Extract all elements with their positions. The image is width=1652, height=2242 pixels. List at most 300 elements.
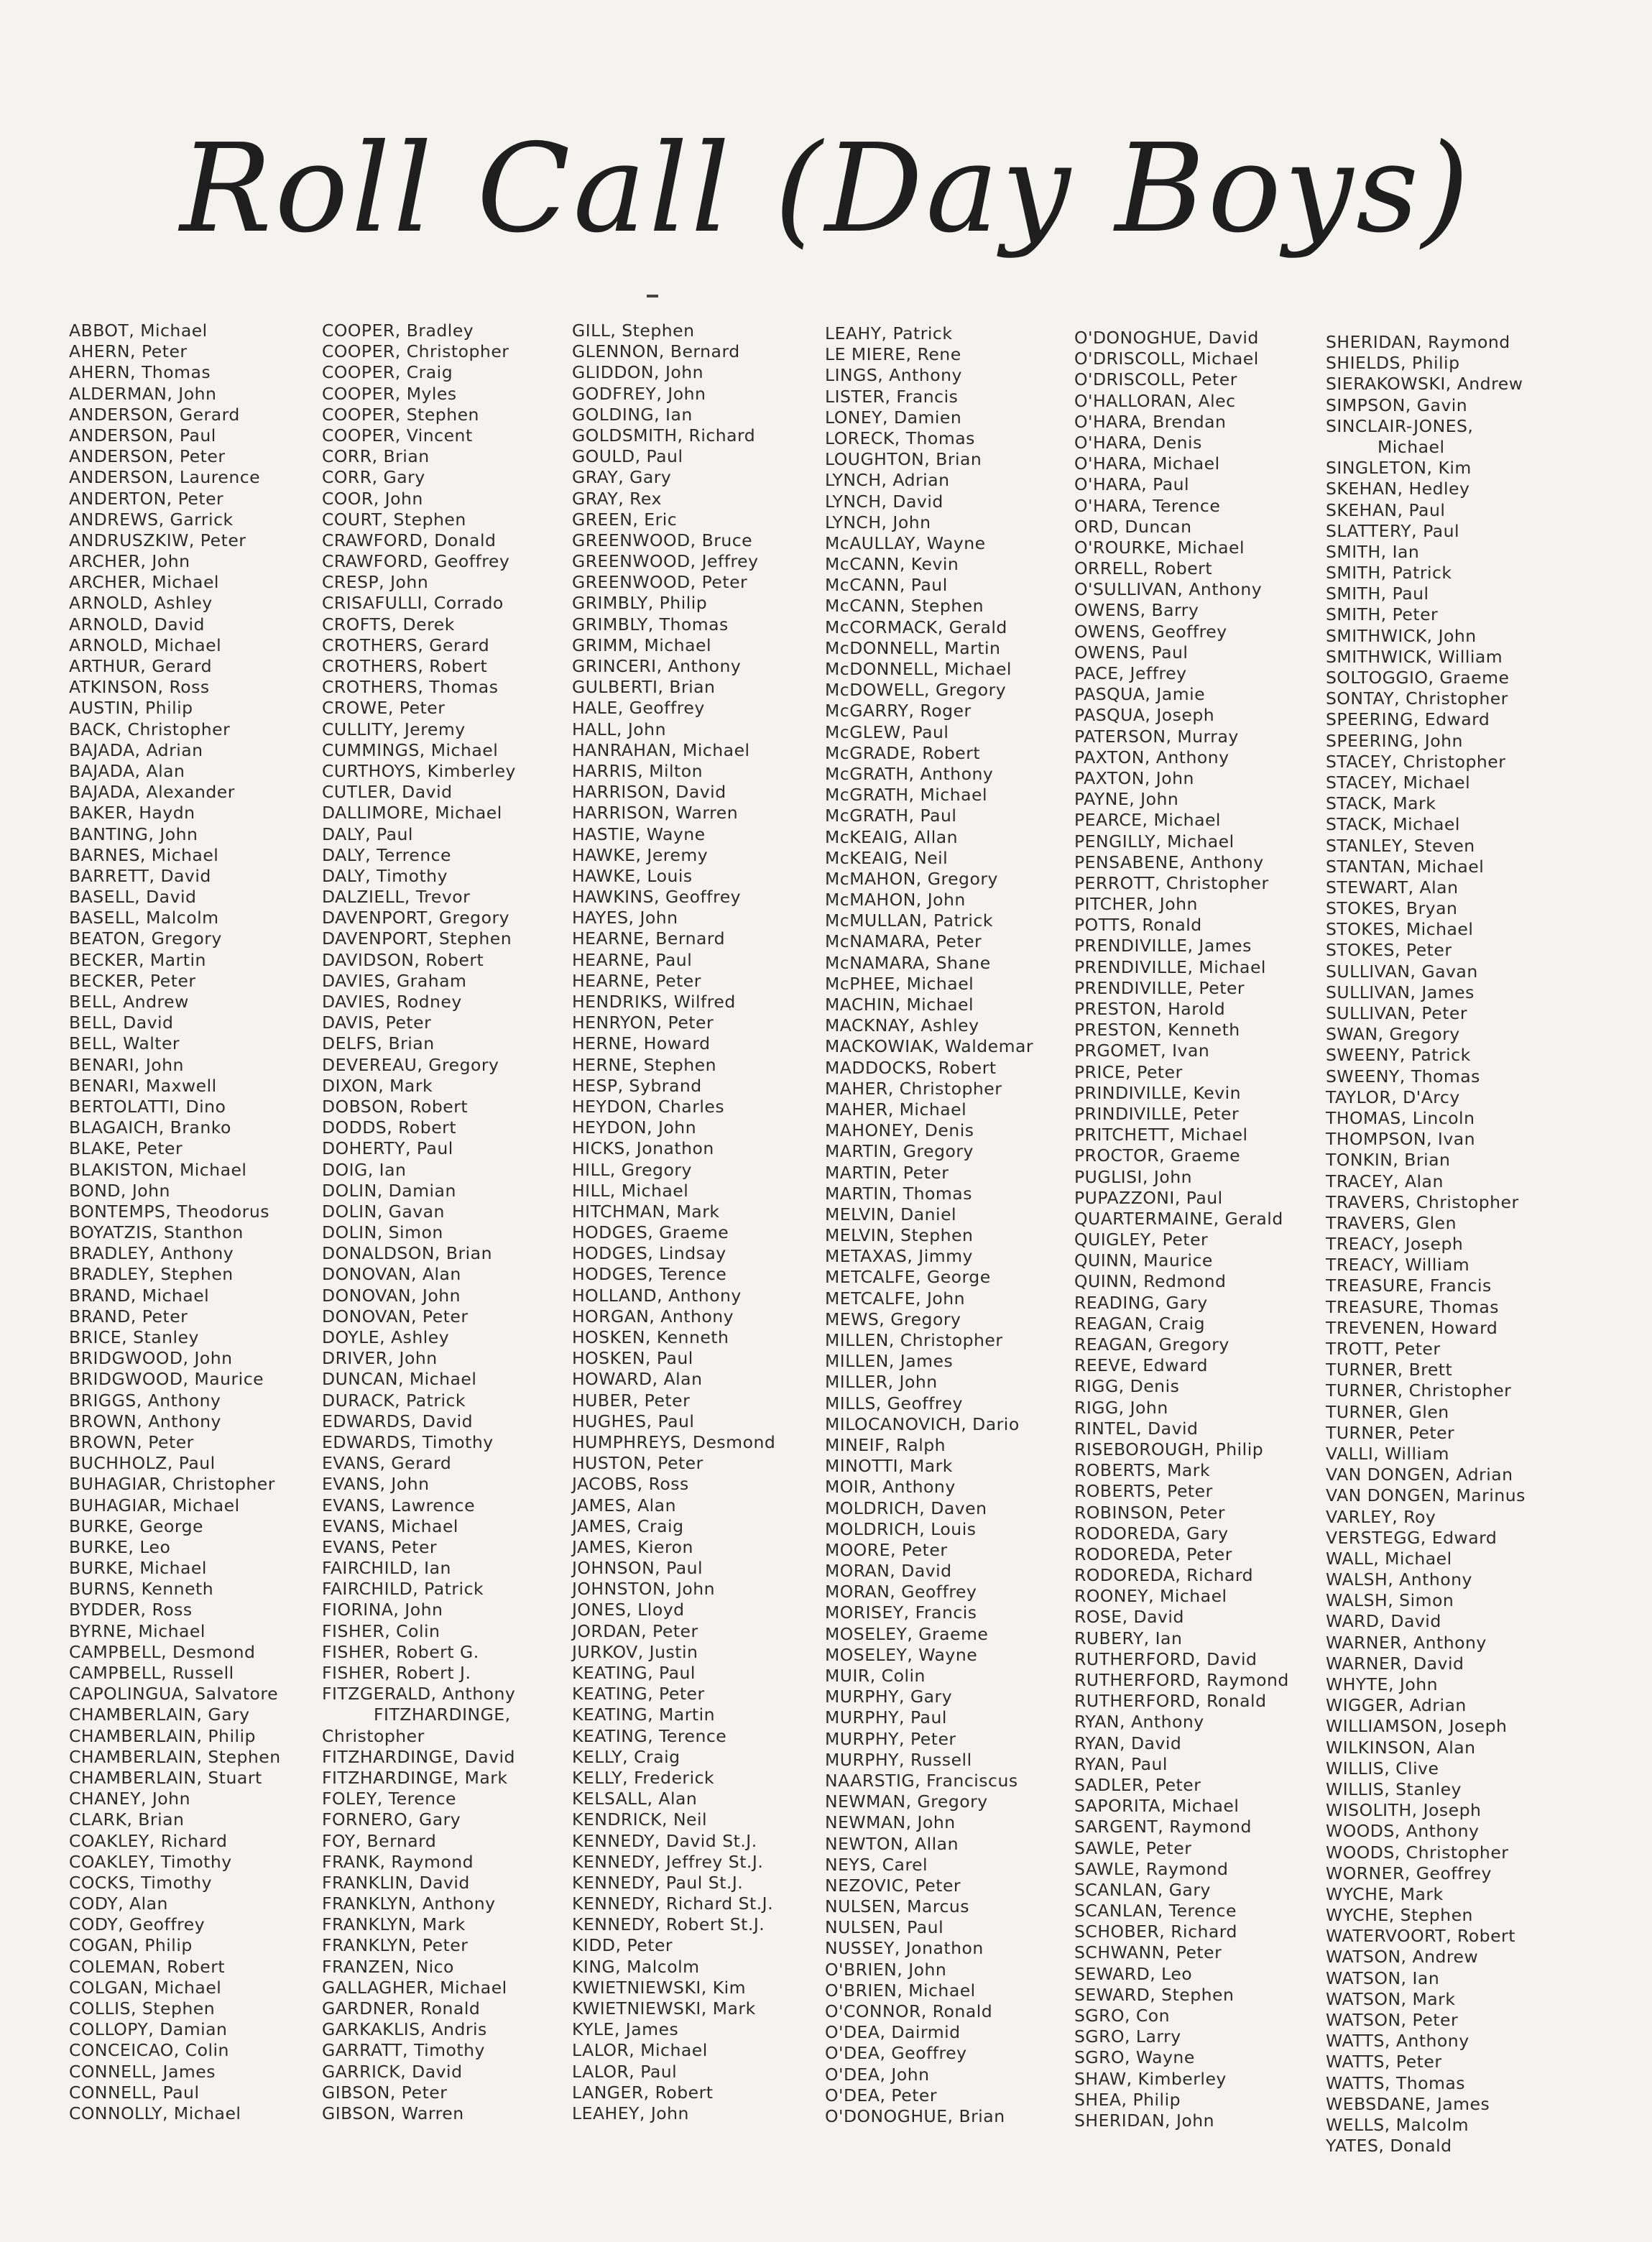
roll-call-name: McNAMARA, Shane	[825, 952, 991, 973]
roll-call-name: STANTAN, Michael	[1326, 856, 1485, 877]
roll-call-name: WOODS, Christopher	[1326, 1842, 1509, 1863]
roll-call-name: SLATTERY, Paul	[1326, 520, 1460, 541]
roll-call-name: COOPER, Vincent	[322, 425, 473, 446]
roll-call-name: COOPER, Bradley	[322, 320, 474, 341]
roll-call-name: KWIETNIEWSKI, Mark	[572, 1998, 756, 2019]
roll-call-name: ATKINSON, Ross	[69, 677, 210, 698]
roll-call-name: FRANKLYN, Anthony	[322, 1893, 496, 1914]
roll-call-name: PUPAZZONI, Paul	[1074, 1187, 1223, 1208]
roll-call-name: WALSH, Anthony	[1326, 1569, 1472, 1590]
roll-call-name: MUIR, Colin	[825, 1666, 926, 1686]
roll-call-name: NEWMAN, Gregory	[825, 1791, 988, 1812]
roll-call-name: KEATING, Paul	[572, 1663, 696, 1683]
roll-call-name: WARD, David	[1326, 1611, 1441, 1632]
roll-call-name: COCKS, Timothy	[69, 1872, 213, 1893]
roll-call-name: BASELL, Malcolm	[69, 908, 219, 928]
roll-call-name: McCANN, Paul	[825, 575, 948, 596]
roll-call-name: ANDERSON, Laurence	[69, 467, 261, 488]
roll-call-name: ANDERTON, Peter	[69, 488, 224, 509]
roll-call-name: BYRNE, Michael	[69, 1620, 206, 1641]
roll-call-name: SINGLETON, Kim	[1326, 458, 1472, 479]
roll-call-name: ARCHER, John	[69, 551, 190, 572]
roll-call-name: KENNEDY, Jeffrey St.J.	[572, 1851, 764, 1872]
roll-call-name: DAVENPORT, Stephen	[322, 928, 512, 949]
roll-call-name: MURPHY, Gary	[825, 1687, 953, 1707]
roll-call-name: GARRICK, David	[322, 2061, 463, 2082]
roll-call-name: COOPER, Stephen	[322, 404, 479, 425]
roll-call-name: ORRELL, Robert	[1074, 558, 1213, 579]
roll-call-name: PEARCE, Michael	[1074, 810, 1221, 831]
roll-call-name: STANLEY, Steven	[1326, 835, 1475, 856]
roll-call-name: DEVEREAU, Gregory	[322, 1054, 499, 1075]
roll-call-name: SGRO, Wayne	[1074, 2047, 1195, 2068]
roll-call-name: CAMPBELL, Desmond	[69, 1641, 256, 1662]
roll-call-name: WALL, Michael	[1326, 1548, 1452, 1569]
roll-call-name: DALY, Paul	[322, 824, 413, 844]
roll-call-name: HODGES, Terence	[572, 1264, 727, 1285]
roll-call-name: MAHONEY, Denis	[825, 1120, 974, 1141]
roll-call-name: LANGER, Robert	[572, 2082, 714, 2103]
roll-call-name: PRENDIVILLE, Peter	[1074, 977, 1245, 998]
roll-call-name: HESP, Sybrand	[572, 1075, 702, 1096]
roll-call-name: MACHIN, Michael	[825, 995, 974, 1015]
roll-call-name: WOODS, Anthony	[1326, 1821, 1480, 1842]
roll-call-name: HUGHES, Paul	[572, 1411, 695, 1431]
roll-call-name: COLGAN, Michael	[69, 1977, 222, 1998]
roll-call-name: HENDRIKS, Wilfred	[572, 992, 736, 1012]
roll-call-name: DAVENPORT, Gregory	[322, 908, 510, 928]
roll-call-name: BROWN, Peter	[69, 1431, 194, 1452]
roll-call-name: NEZOVIC, Peter	[825, 1875, 961, 1896]
roll-call-name: RUTHERFORD, David	[1074, 1648, 1258, 1669]
roll-call-name: DALY, Timothy	[322, 865, 448, 886]
roll-call-name: PASQUA, Jamie	[1074, 684, 1206, 705]
roll-call-name: McGLEW, Paul	[825, 721, 949, 742]
roll-call-name: HOSKEN, Kenneth	[572, 1327, 729, 1347]
roll-call-name: ARNOLD, David	[69, 614, 205, 635]
roll-call-name: RODOREDA, Peter	[1074, 1544, 1232, 1564]
roll-call-name: HORGAN, Anthony	[572, 1306, 734, 1327]
roll-call-name: EVANS, John	[322, 1474, 430, 1495]
roll-call-name: METAXAS, Jimmy	[825, 1246, 973, 1267]
roll-call-name: PRGOMET, Ivan	[1074, 1041, 1210, 1061]
roll-call-name: SWEENY, Thomas	[1326, 1066, 1480, 1087]
roll-call-name: BAJADA, Adrian	[69, 739, 203, 760]
roll-call-name: SCHWANN, Peter	[1074, 1942, 1222, 1963]
roll-call-name: ROSE, David	[1074, 1607, 1184, 1628]
roll-call-name: JORDAN, Peter	[572, 1620, 698, 1641]
roll-call-name: SONTAY, Christopher	[1326, 688, 1508, 709]
roll-call-name: KEATING, Martin	[572, 1704, 715, 1725]
roll-call-name: FAIRCHILD, Ian	[322, 1558, 451, 1579]
roll-call-name: WIGGER, Adrian	[1326, 1695, 1467, 1716]
roll-call-name: SKEHAN, Paul	[1326, 499, 1446, 520]
roll-call-name: GLENNON, Bernard	[572, 341, 740, 362]
roll-call-name: GREENWOOD, Jeffrey	[572, 551, 759, 572]
name-column-3	[572, 320, 775, 2124]
decorative-dash	[647, 295, 658, 297]
roll-call-name: BURKE, George	[69, 1516, 204, 1536]
roll-call-name: GRIMBLY, Thomas	[572, 614, 729, 635]
roll-call-name: CROTHERS, Thomas	[322, 677, 499, 698]
roll-call-name: JOHNSON, Paul	[572, 1558, 703, 1579]
roll-call-name: KELSALL, Alan	[572, 1789, 698, 1809]
roll-call-name: SULLIVAN, Peter	[1326, 1003, 1468, 1023]
roll-call-name: NEYS, Carel	[825, 1854, 928, 1875]
roll-call-name: QUINN, Maurice	[1074, 1250, 1213, 1271]
roll-call-name: McKEAIG, Neil	[825, 847, 949, 868]
roll-call-name: EVANS, Gerard	[322, 1453, 452, 1474]
roll-call-name: HASTIE, Wayne	[572, 824, 706, 844]
roll-call-name: FISHER, Robert G.	[322, 1641, 479, 1662]
roll-call-name: JAMES, Craig	[572, 1516, 684, 1536]
roll-call-name: ROBERTS, Peter	[1074, 1481, 1213, 1502]
roll-call-name: CULLITY, Jeremy	[322, 719, 466, 739]
roll-call-name: COLEMAN, Robert	[69, 1956, 226, 1977]
roll-call-name: BROWN, Anthony	[69, 1411, 221, 1431]
roll-call-name: O'DEA, John	[825, 2064, 930, 2085]
roll-call-name: WATSON, Ian	[1326, 1967, 1440, 1988]
roll-call-name: TREACY, Joseph	[1326, 1234, 1464, 1255]
roll-call-name: STACK, Mark	[1326, 793, 1436, 814]
roll-call-name: CUTLER, David	[322, 782, 453, 803]
roll-call-name: O'HARA, Terence	[1074, 495, 1221, 516]
roll-call-name: PATERSON, Murray	[1074, 726, 1239, 747]
name-column-2	[322, 320, 516, 2124]
roll-call-name: SEWARD, Stephen	[1074, 1984, 1235, 2005]
roll-call-name: REEVE, Edward	[1074, 1355, 1208, 1376]
roll-call-name: BRIDGWOOD, Maurice	[69, 1369, 264, 1390]
roll-call-name: SMITH, Peter	[1326, 604, 1439, 625]
roll-call-name: BENARI, John	[69, 1054, 184, 1075]
roll-call-name: KIDD, Peter	[572, 1935, 673, 1956]
roll-call-name: PAXTON, Anthony	[1074, 747, 1229, 767]
roll-call-name: MOIR, Anthony	[825, 1477, 956, 1498]
roll-call-name: BANTING, John	[69, 824, 198, 844]
roll-call-name: CRAWFORD, Geoffrey	[322, 551, 510, 572]
roll-call-name: BUHAGIAR, Michael	[69, 1495, 240, 1516]
roll-call-name: LISTER, Francis	[825, 386, 959, 407]
roll-call-name: GODFREY, John	[572, 383, 706, 404]
roll-call-name: BURNS, Kenneth	[69, 1579, 214, 1600]
roll-call-name: ARCHER, Michael	[69, 572, 219, 593]
name-column-5	[1074, 328, 1289, 2131]
roll-call-name: EVANS, Michael	[322, 1516, 458, 1536]
roll-call-name: NEWTON, Allan	[825, 1833, 959, 1854]
roll-call-name: BONTEMPS, Theodorus	[69, 1201, 269, 1222]
roll-call-name: PASQUA, Joseph	[1074, 705, 1215, 726]
roll-call-name: McPHEE, Michael	[825, 973, 974, 994]
roll-call-name: RYAN, Anthony	[1074, 1712, 1204, 1733]
roll-call-name: WALSH, Simon	[1326, 1590, 1454, 1611]
roll-call-name: HEYDON, John	[572, 1117, 697, 1138]
roll-call-name: PENSABENE, Anthony	[1074, 852, 1264, 872]
roll-call-name: HEYDON, Charles	[572, 1096, 725, 1117]
roll-call-name: NEWMAN, John	[825, 1812, 956, 1833]
roll-call-name: O'CONNOR, Ronald	[825, 2001, 993, 2021]
roll-call-name: McKEAIG, Allan	[825, 826, 959, 847]
roll-call-name: HUMPHREYS, Desmond	[572, 1431, 776, 1452]
roll-call-name: FRANKLYN, Peter	[322, 1935, 469, 1956]
roll-call-name: YATES, Donald	[1326, 2136, 1452, 2156]
roll-call-name: RODOREDA, Richard	[1074, 1565, 1254, 1586]
roll-call-name: ARNOLD, Ashley	[69, 593, 213, 614]
roll-call-name: McDONNELL, Martin	[825, 637, 1001, 658]
roll-call-name: Michael	[1378, 436, 1445, 457]
roll-call-name: ROBINSON, Peter	[1074, 1502, 1226, 1523]
roll-call-name: HAYES, John	[572, 908, 678, 928]
roll-call-name: BLAGAICH, Branko	[69, 1117, 231, 1138]
roll-call-name: SHERIDAN, John	[1074, 2110, 1215, 2131]
roll-call-name: BAJADA, Alan	[69, 760, 185, 781]
roll-call-name: FAIRCHILD, Patrick	[322, 1579, 484, 1600]
roll-call-name: OWENS, Geoffrey	[1074, 621, 1227, 642]
roll-call-name: BENARI, Maxwell	[69, 1075, 217, 1096]
roll-call-name: MARTIN, Gregory	[825, 1141, 974, 1162]
roll-call-name: SHEA, Philip	[1074, 2089, 1181, 2110]
roll-call-name: ANDERSON, Gerard	[69, 404, 240, 425]
roll-call-name: AUSTIN, Philip	[69, 698, 193, 719]
roll-call-name: MORAN, David	[825, 1561, 952, 1582]
roll-call-name: PUGLISI, John	[1074, 1166, 1192, 1187]
roll-call-name: WYCHE, Mark	[1326, 1883, 1444, 1904]
roll-call-name: VAN DONGEN, Marinus	[1326, 1485, 1526, 1506]
roll-call-name: WILKINSON, Alan	[1326, 1737, 1476, 1758]
roll-call-name: FISHER, Colin	[322, 1620, 440, 1641]
roll-call-name: MARTIN, Thomas	[825, 1183, 972, 1204]
roll-call-name: STOKES, Michael	[1326, 919, 1474, 940]
roll-call-name: READING, Gary	[1074, 1292, 1208, 1313]
roll-call-name: CHAMBERLAIN, Philip	[69, 1725, 256, 1746]
roll-call-name: WARNER, David	[1326, 1653, 1464, 1674]
roll-call-name: GREENWOOD, Peter	[572, 572, 748, 593]
roll-call-name: FITZGERALD, Anthony	[322, 1684, 516, 1704]
roll-call-name: McGRATH, Paul	[825, 806, 957, 826]
roll-call-name: KENNEDY, Richard St.J.	[572, 1893, 774, 1914]
roll-call-name: CONNOLLY, Michael	[69, 2103, 241, 2123]
roll-call-name: HODGES, Graeme	[572, 1222, 729, 1243]
roll-call-name: MURPHY, Peter	[825, 1728, 956, 1749]
roll-call-name: MINEIF, Ralph	[825, 1434, 946, 1455]
roll-call-name: FOLEY, Terence	[322, 1789, 456, 1809]
roll-call-name: MOSELEY, Graeme	[825, 1623, 989, 1644]
roll-call-name: BLAKE, Peter	[69, 1138, 183, 1159]
roll-call-name: HOWARD, Alan	[572, 1369, 703, 1390]
roll-call-name: GRIMM, Michael	[572, 635, 711, 655]
roll-call-name: LINGS, Anthony	[825, 365, 962, 386]
roll-call-name: HERNE, Stephen	[572, 1054, 716, 1075]
roll-call-name: SMITH, Patrick	[1326, 563, 1452, 583]
roll-call-name: FRANK, Raymond	[322, 1851, 474, 1872]
roll-call-name: GOLDING, Ian	[572, 404, 693, 425]
roll-call-name: MURPHY, Russell	[825, 1749, 972, 1770]
roll-call-name: ARTHUR, Gerard	[69, 656, 213, 676]
roll-call-name: BRICE, Stanley	[69, 1327, 199, 1347]
roll-call-name: CODY, Geoffrey	[69, 1914, 206, 1935]
roll-call-name: DELFS, Brian	[322, 1033, 435, 1054]
roll-call-name: CROTHERS, Robert	[322, 656, 488, 676]
roll-call-name: PROCTOR, Graeme	[1074, 1145, 1241, 1166]
roll-call-name: SMITH, Paul	[1326, 583, 1429, 604]
roll-call-name: CRISAFULLI, Corrado	[322, 593, 504, 614]
roll-call-name: DAVIS, Peter	[322, 1012, 432, 1033]
roll-call-name: O'DRISCOLL, Michael	[1074, 349, 1259, 369]
roll-call-name: SULLIVAN, James	[1326, 982, 1475, 1002]
roll-call-name: SWEENY, Patrick	[1326, 1045, 1471, 1066]
roll-call-name: SCHOBER, Richard	[1074, 1922, 1237, 1942]
roll-call-name: McAULLAY, Wayne	[825, 532, 986, 553]
roll-call-name: FRANZEN, Nico	[322, 1956, 454, 1977]
roll-call-name: McGARRY, Roger	[825, 701, 972, 721]
roll-call-name: MACKNAY, Ashley	[825, 1015, 979, 1036]
roll-call-name: BELL, Andrew	[69, 992, 189, 1012]
roll-call-name: CROWE, Peter	[322, 698, 446, 719]
roll-call-name: SCANLAN, Terence	[1074, 1901, 1237, 1922]
roll-call-name: THOMPSON, Ivan	[1326, 1129, 1476, 1150]
roll-call-name: TREASURE, Thomas	[1326, 1296, 1500, 1317]
roll-call-name: SULLIVAN, Gavan	[1326, 961, 1478, 982]
roll-call-name: O'ROURKE, Michael	[1074, 537, 1245, 558]
roll-call-name: BRAND, Michael	[69, 1285, 210, 1306]
roll-call-name: COOPER, Christopher	[322, 341, 509, 362]
roll-call-name: POTTS, Ronald	[1074, 915, 1202, 936]
roll-call-name: HITCHMAN, Mark	[572, 1201, 720, 1222]
roll-call-name: CONNELL, James	[69, 2061, 216, 2082]
roll-call-name: HANRAHAN, Michael	[572, 739, 750, 760]
roll-call-name: GIBSON, Warren	[322, 2103, 464, 2123]
roll-call-name: DALY, Terrence	[322, 844, 451, 865]
roll-call-name: HALE, Geoffrey	[572, 698, 705, 719]
roll-call-name: PRITCHETT, Michael	[1074, 1125, 1248, 1145]
roll-call-name: KENDRICK, Neil	[572, 1809, 708, 1830]
roll-call-name: ROBERTS, Mark	[1074, 1460, 1211, 1481]
roll-call-name: RYAN, Paul	[1074, 1753, 1168, 1774]
roll-call-name: SIMPSON, Gavin	[1326, 395, 1468, 415]
roll-call-name: GREENWOOD, Bruce	[572, 530, 753, 550]
roll-call-name: HARRISON, Warren	[572, 803, 739, 824]
roll-call-name: WYCHE, Stephen	[1326, 1905, 1473, 1926]
roll-call-name: JURKOV, Justin	[572, 1641, 698, 1662]
roll-call-name: NUSSEY, Jonathon	[825, 1938, 984, 1959]
roll-call-name: TURNER, Brett	[1326, 1360, 1453, 1380]
roll-call-name: HILL, Gregory	[572, 1159, 692, 1180]
roll-call-name: HEARNE, Paul	[572, 949, 693, 970]
roll-call-name: PRESTON, Kenneth	[1074, 1020, 1240, 1041]
roll-call-name: CUMMINGS, Michael	[322, 739, 499, 760]
roll-call-name: MILLS, Geoffrey	[825, 1393, 963, 1413]
roll-call-name: GARDNER, Ronald	[322, 1998, 481, 2019]
roll-call-name: GREEN, Eric	[572, 509, 678, 530]
roll-call-name: FORNERO, Gary	[322, 1809, 461, 1830]
name-column-6	[1326, 332, 1526, 2156]
roll-call-name: FISHER, Robert J.	[322, 1663, 471, 1683]
roll-call-name: RINTEL, David	[1074, 1418, 1199, 1439]
roll-call-name: DALLIMORE, Michael	[322, 803, 502, 824]
roll-call-name: MAHER, Michael	[825, 1099, 967, 1120]
roll-call-name: HARRIS, Milton	[572, 760, 703, 781]
roll-call-name: DODDS, Robert	[322, 1117, 457, 1138]
roll-call-name: PRENDIVILLE, Michael	[1074, 956, 1266, 977]
roll-call-name: O'BRIEN, John	[825, 1959, 947, 1980]
roll-call-name: McCANN, Stephen	[825, 596, 984, 617]
roll-call-name: SOLTOGGIO, Graeme	[1326, 668, 1510, 688]
roll-call-name: COLLOPY, Damian	[69, 2019, 228, 2040]
roll-call-name: O'HARA, Michael	[1074, 453, 1220, 474]
roll-call-name: FIORINA, John	[322, 1600, 443, 1620]
roll-call-name: HOSKEN, Paul	[572, 1348, 693, 1369]
roll-call-name: KWIETNIEWSKI, Kim	[572, 1977, 747, 1998]
roll-call-name: SWAN, Gregory	[1326, 1024, 1460, 1045]
roll-call-name: LALOR, Paul	[572, 2061, 678, 2082]
roll-call-name: LORECK, Thomas	[825, 428, 975, 448]
roll-call-name: RISEBOROUGH, Philip	[1074, 1439, 1264, 1459]
roll-call-name: SMITHWICK, William	[1326, 646, 1503, 667]
roll-call-name: LEAHEY, John	[572, 2103, 689, 2123]
roll-call-name: COOPER, Myles	[322, 383, 457, 404]
roll-call-name: ROONEY, Michael	[1074, 1586, 1227, 1607]
roll-call-name: DONOVAN, John	[322, 1285, 461, 1306]
roll-call-name: AHERN, Thomas	[69, 362, 211, 383]
roll-call-name: TRACEY, Alan	[1326, 1171, 1444, 1191]
roll-call-name: SKEHAN, Hedley	[1326, 479, 1470, 499]
roll-call-name: SPEERING, Edward	[1326, 709, 1490, 730]
roll-call-name: SMITH, Ian	[1326, 541, 1420, 562]
roll-call-name: BOND, John	[69, 1180, 170, 1201]
roll-call-name: CHAMBERLAIN, Stuart	[69, 1767, 262, 1788]
roll-call-name: STEWART, Alan	[1326, 877, 1459, 898]
roll-call-name: O'DEA, Dairmid	[825, 2022, 961, 2043]
roll-call-name: KELLY, Frederick	[572, 1767, 715, 1788]
roll-call-name: TREASURE, Francis	[1326, 1275, 1492, 1296]
roll-call-name: O'BRIEN, Michael	[825, 1980, 976, 2001]
roll-call-name: METCALFE, George	[825, 1267, 991, 1288]
roll-call-name: O'DONOGHUE, Brian	[825, 2105, 1005, 2126]
roll-call-name: MILOCANOVICH, Dario	[825, 1413, 1020, 1434]
roll-call-name: HOLLAND, Anthony	[572, 1285, 742, 1306]
roll-call-name: DRIVER, John	[322, 1348, 438, 1369]
roll-call-name: BRIDGWOOD, John	[69, 1348, 233, 1369]
roll-call-name: MAHER, Christopher	[825, 1078, 1002, 1099]
roll-call-name: McCORMACK, Gerald	[825, 617, 1007, 637]
roll-call-name: BUCHHOLZ, Paul	[69, 1453, 216, 1474]
roll-call-name: MELVIN, Daniel	[825, 1204, 957, 1224]
roll-call-name: WEBSDANE, James	[1326, 2093, 1490, 2114]
roll-call-name: Christopher	[322, 1725, 425, 1746]
roll-call-name: DALZIELL, Trevor	[322, 887, 471, 908]
roll-call-name: HODGES, Lindsay	[572, 1243, 726, 1264]
roll-call-name: GLIDDON, John	[572, 362, 704, 383]
roll-call-name: WATTS, Thomas	[1326, 2072, 1466, 2093]
roll-call-name: MILLEN, James	[825, 1351, 954, 1372]
roll-call-name: RIGG, John	[1074, 1397, 1168, 1418]
roll-call-name: LEAHY, Patrick	[825, 323, 953, 343]
roll-call-name: COOR, John	[322, 488, 423, 509]
roll-call-name: FITZHARDINGE, Mark	[322, 1767, 508, 1788]
roll-call-name: STOKES, Peter	[1326, 940, 1452, 961]
roll-call-name: BECKER, Peter	[69, 970, 196, 991]
roll-call-name: MOLDRICH, Daven	[825, 1498, 987, 1518]
roll-call-name: HERNE, Howard	[572, 1033, 711, 1054]
roll-call-name: ALDERMAN, John	[69, 383, 217, 404]
roll-call-name: RUTHERFORD, Ronald	[1074, 1691, 1267, 1712]
roll-call-name: TREVENEN, Howard	[1326, 1317, 1498, 1338]
roll-call-name: SCANLAN, Gary	[1074, 1879, 1211, 1900]
roll-call-name: VAN DONGEN, Adrian	[1326, 1464, 1513, 1485]
roll-call-name: McDONNELL, Michael	[825, 659, 1012, 679]
roll-call-name: LYNCH, John	[825, 512, 931, 532]
roll-call-name: SADLER, Peter	[1074, 1774, 1201, 1795]
roll-call-name: EVANS, Peter	[322, 1536, 438, 1557]
